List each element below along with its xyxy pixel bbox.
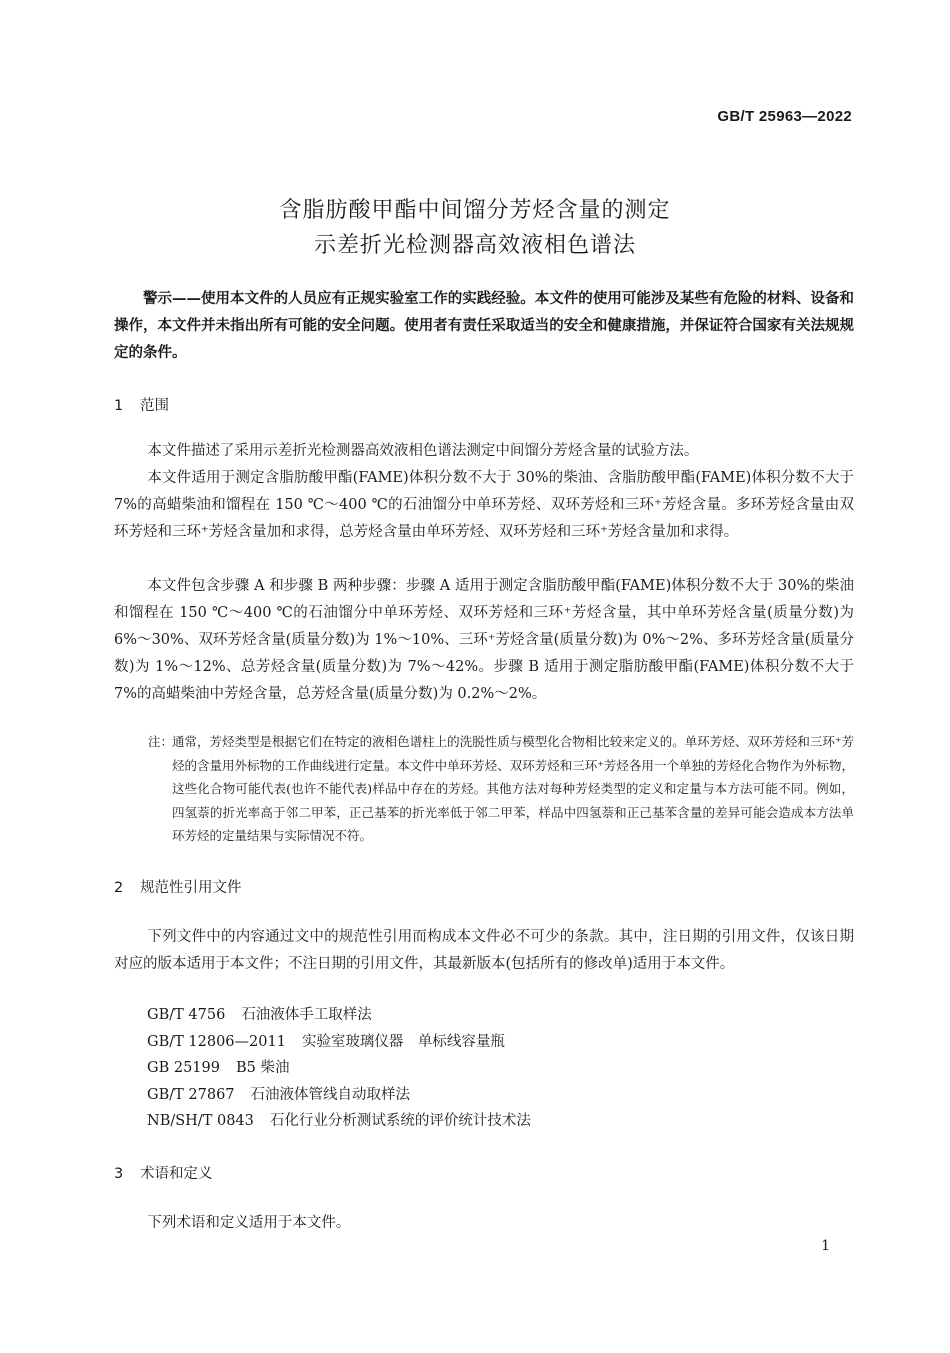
reference-item <box>147 1082 531 1109</box>
section-2-heading <box>114 876 242 897</box>
reference-item <box>147 1055 531 1082</box>
reference-item <box>147 1108 531 1135</box>
reference-title: B5 柴油 <box>235 1060 290 1076</box>
section-3-title: 术语和定义 <box>140 1166 213 1182</box>
page-number: 1 <box>821 1238 830 1254</box>
section-2-title: 规范性引用文件 <box>140 880 242 896</box>
standard-code: GB/T 25963—2022 <box>717 108 852 125</box>
reference-item <box>147 1002 531 1029</box>
reference-code: GB/T 12806—2011 <box>147 1033 286 1050</box>
safety-warning: 警示——使用本文件的人员应有正规实验室工作的实践经验。本文件的使用可能涉及某些有危险的材料、设备和操作，本文件并未指出所有可能的安全问题。使用者有责任采取适当的安全和健康措施，并保证符合国家有关法规规定的条件。 <box>114 291 854 361</box>
reference-item <box>147 1029 531 1056</box>
note-label: 注： <box>148 734 174 749</box>
reference-code: GB 25199 <box>147 1060 220 1076</box>
section-1-title: 范围 <box>140 398 169 414</box>
reference-code: GB/T 27867 <box>147 1086 235 1103</box>
section-3-heading <box>114 1162 213 1183</box>
section-1-paragraph: 本文件描述了采用示差折光检测器高效液相色谱法测定中间馏分芳烃含量的试验方法。 <box>147 443 699 459</box>
section-2-intro: 下列文件中的内容通过文中的规范性引用而构成本文件必不可少的条款。其中，注日期的引用文件，仅该日期对应的版本适用于本文件；不注日期的引用文件，其最新版本(包括所有的修改单)适用于本文件。 <box>114 929 854 972</box>
section-1-paragraph: 本文件适用于测定含脂肪酸甲酯(FAME)体积分数不大于 30%的柴油、含脂肪酸甲酯(FAME)体积分数不大于 7%的高蜡柴油和馏程在 150 ℃～400 ℃的石油馏分中单环芳烃、双环芳烃和三环⁺芳烃含量。多环芳烃含量由双环芳烃和三环⁺芳烃含量加和求得，总芳烃含量由单环芳烃、双环芳烃和三环⁺芳烃含量加和求得。 <box>114 470 854 540</box>
section-3-number: 3 <box>114 1166 124 1182</box>
reference-title: 实验室玻璃仪器 单标线容量瓶 <box>301 1033 505 1050</box>
section-1-note <box>150 730 854 848</box>
reference-code: GB/T 4756 <box>147 1007 226 1023</box>
document-title-line-2: 示差折光检测器高效液相色谱法 <box>313 233 636 258</box>
section-3-intro: 下列术语和定义适用于本文件。 <box>147 1215 351 1231</box>
section-2-number: 2 <box>114 880 124 896</box>
section-1-number: 1 <box>114 398 124 414</box>
document-title-line-1: 含脂肪酸甲酯中间馏分芳烃含量的测定 <box>279 198 671 223</box>
note-text: 通常，芳烃类型是根据它们在特定的液相色谱柱上的洗脱性质与模型化合物相比较来定义的。单环芳烃、双环芳烃和三环⁺芳烃的含量用外标物的工作曲线进行定量。本文件中单环芳烃、双环芳烃和三环⁺芳烃各用一个单独的芳烃化合物作为外标物，这些化合物可能代表(也许不能代表)样品中存在的芳烃。其他方法对每种芳烃类型的定义和定量与本方法可能不同。例如，四氢萘的折光率高于邻二甲苯，正己基苯的折光率低于邻二甲苯，样品中四氢萘和正己基苯含量的差异可能会造成本方法单环芳烃的定量结果与实际情况不符。 <box>172 734 854 843</box>
reference-title: 石化行业分析测试系统的评价统计技术法 <box>269 1113 531 1129</box>
section-1-heading <box>114 394 169 415</box>
reference-code: NB/SH/T 0843 <box>147 1113 254 1129</box>
reference-title: 石油液体管线自动取样法 <box>250 1086 411 1103</box>
section-1-paragraph: 本文件包含步骤 A 和步骤 B 两种步骤：步骤 A 适用于测定含脂肪酸甲酯(FAME)体积分数不大于 30%的柴油和馏程在 150 ℃～400 ℃的石油馏分中单环芳烃、双环芳烃和三环⁺芳烃含量，其中单环芳烃含量(质量分数)为 6%～30%、双环芳烃含量(质量分数)为 1%～10%、三环⁺芳烃含量(质量分数)为 0%～2%、多环芳烃含量(质量分数)为 1%～12%、总芳烃含量(质量分数)为 7%～42%。步骤 B 适用于测定脂肪酸甲酯(FAME)体积分数不大于 7%的高蜡柴油中芳烃含量，总芳烃含量(质量分数)为 0.2%～2%。 <box>114 578 854 702</box>
reference-title: 石油液体手工取样法 <box>241 1007 372 1023</box>
normative-references-list <box>147 1002 531 1135</box>
